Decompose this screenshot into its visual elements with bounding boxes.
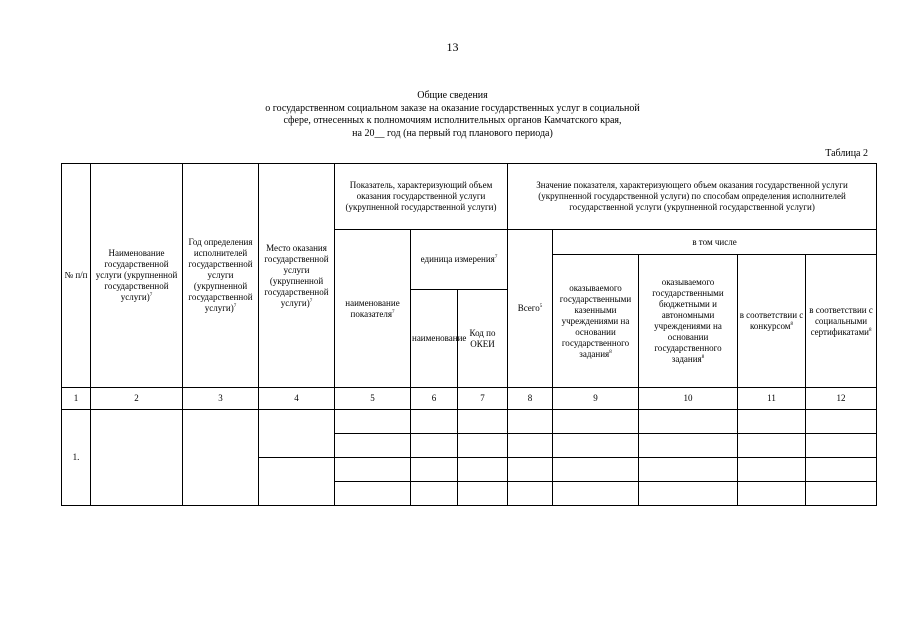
header-budget: оказываемого государственными бюджетными и автономными учреждениями на основании государственного задания$^8$ (639, 255, 738, 388)
column-number: 12 (806, 388, 877, 410)
data-cell[interactable] (639, 434, 738, 458)
title-line-1: Общие сведения (417, 90, 488, 101)
data-cell[interactable] (553, 434, 639, 458)
data-cell[interactable] (335, 482, 411, 506)
column-number: 7 (458, 388, 508, 410)
header-service-name: Наименование государственной услуги (укрупненной государственной услуги)$^7$ (91, 164, 183, 388)
data-cell[interactable] (738, 434, 806, 458)
data-cell[interactable] (335, 410, 411, 434)
column-number: 2 (91, 388, 183, 410)
data-cell[interactable] (335, 434, 411, 458)
column-number: 1 (62, 388, 91, 410)
header-indicator-group: Показатель, характеризующий объем оказания государственной услуги (укрупненной государственной услуги) (335, 164, 508, 230)
data-cell[interactable] (806, 482, 877, 506)
data-cell[interactable] (553, 458, 639, 482)
column-number: 3 (183, 388, 259, 410)
column-number: 6 (411, 388, 458, 410)
column-number: 4 (259, 388, 335, 410)
header-num: № п/п (62, 164, 91, 388)
data-cell[interactable] (458, 482, 508, 506)
data-cell[interactable] (411, 434, 458, 458)
data-cell[interactable] (806, 458, 877, 482)
column-number: 5 (335, 388, 411, 410)
column-numbers-row (62, 388, 877, 410)
data-cell[interactable] (458, 410, 508, 434)
header-including: в том числе (553, 230, 877, 255)
data-cell[interactable] (806, 434, 877, 458)
header-indicator-name: наименование показателя$^7$ (335, 230, 411, 388)
data-cell[interactable] (259, 458, 335, 506)
data-cell[interactable] (91, 410, 183, 506)
data-cell[interactable] (411, 458, 458, 482)
data-cell[interactable] (738, 482, 806, 506)
header-year: Год определения исполнителей государственной услуги (укрупненной государственной услуги)$^7$ (183, 164, 259, 388)
data-cell[interactable] (738, 458, 806, 482)
header-value-group: Значение показателя, характеризующего объем оказания государственной услуги (укрупненной государственной услуги) по способам определения исполнителей государственной услуги (укрупненной государственной услуги) (508, 164, 877, 230)
header-kazen: оказываемого государственными казенными учреждениями на основании государственного задания$^8$ (553, 255, 639, 388)
column-number: 10 (639, 388, 738, 410)
column-number: 11 (738, 388, 806, 410)
column-number: 8 (508, 388, 553, 410)
header-unit-okei: Код по ОКЕИ (458, 290, 508, 388)
data-cell[interactable] (458, 434, 508, 458)
title-line-2: о государственном социальном заказе на оказание государственных услуг в социальной (265, 102, 640, 114)
summary-table (61, 163, 877, 506)
header-unit-group: единица измерения$^7$ (411, 230, 508, 290)
data-cell[interactable] (806, 410, 877, 434)
header-certificates: в соответствии с социальными сертификатами$^8$ (806, 255, 877, 388)
header-place: Место оказания государственной услуги (укрупненной государственной услуги)$^7$ (259, 164, 335, 388)
data-cell[interactable] (259, 410, 335, 458)
table-row (62, 410, 877, 434)
column-number: 9 (553, 388, 639, 410)
data-cell[interactable] (553, 410, 639, 434)
header-total: Всего$^5$ (508, 230, 553, 388)
data-cell[interactable] (639, 458, 738, 482)
document-title (0, 90, 905, 140)
data-cell[interactable] (508, 482, 553, 506)
data-cell[interactable] (639, 482, 738, 506)
page-number: 13 (446, 40, 459, 54)
data-cell[interactable] (639, 410, 738, 434)
header-contest: в соответствии с конкурсом$^8$ (738, 255, 806, 388)
data-cell[interactable] (335, 458, 411, 482)
data-cell[interactable] (508, 410, 553, 434)
table-label: Таблица 2 (825, 148, 868, 159)
data-cell[interactable] (738, 410, 806, 434)
title-line-4: на 20__ год (на первый год планового периода) (352, 127, 553, 139)
data-cell[interactable] (411, 482, 458, 506)
data-cell[interactable] (458, 458, 508, 482)
title-line-3: сфере, отнесенных к полномочиям исполнительных органов Камчатского края, (283, 115, 622, 126)
data-cell[interactable] (183, 410, 259, 506)
data-cell[interactable] (508, 458, 553, 482)
data-cell[interactable] (411, 410, 458, 434)
header-unit-name: наименование (411, 290, 458, 388)
data-cell[interactable] (553, 482, 639, 506)
row-num: 1. (62, 410, 91, 506)
data-cell[interactable] (508, 434, 553, 458)
